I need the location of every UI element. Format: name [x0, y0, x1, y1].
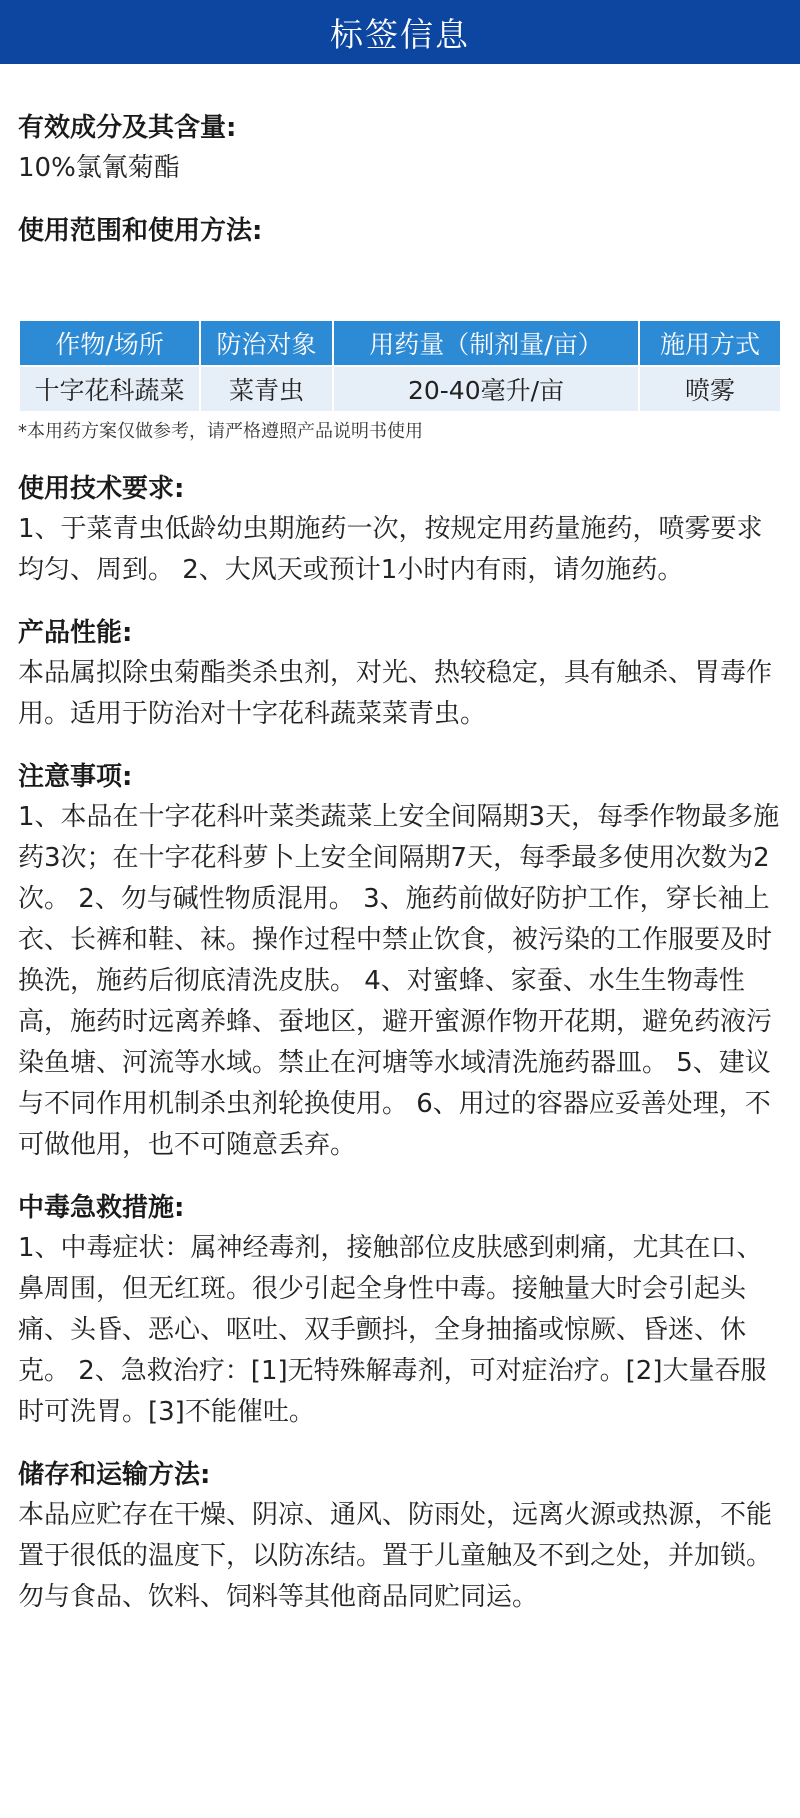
usage-table-header-row	[20, 321, 780, 365]
first-aid-section	[18, 1188, 780, 1433]
first-aid-title: 中毒急救措施:	[18, 1193, 185, 1223]
table-note: *本用药方案仅做参考，请严格遵照产品说明书使用	[18, 421, 423, 442]
ingredient-title: 有效成分及其含量:	[18, 113, 237, 143]
header-target: 防治对象	[201, 321, 332, 365]
header-method: 施用方式	[640, 321, 780, 365]
scope-title: 使用范围和使用方法:	[18, 216, 263, 246]
scope-section	[18, 211, 780, 251]
ingredient-section	[18, 108, 780, 189]
cell-method: 喷雾	[640, 367, 780, 411]
page-title: 标签信息	[330, 14, 470, 54]
table-row	[20, 367, 780, 411]
page-header	[0, 0, 800, 64]
storage-text: 本品应贮存在干燥、阴凉、通风、防雨处，远离火源或热源，不能置于很低的温度下，以防冻结。置于儿童触及不到之处，并加锁。勿与食品、饮料、饲料等其他商品同贮同运。	[18, 1500, 773, 1612]
label-content	[0, 108, 800, 1618]
tech-title: 使用技术要求:	[18, 474, 185, 504]
usage-table	[18, 319, 782, 413]
tech-text: 1、于菜青虫低龄幼虫期施药一次，按规定用药量施药，喷雾要求均匀、周到。 2、大风天或预计1小时内有雨，请勿施药。	[18, 514, 763, 585]
cell-dosage: 20-40毫升/亩	[334, 367, 638, 411]
tech-section	[18, 469, 780, 591]
precautions-text: 1、本品在十字花科叶菜类蔬菜上安全间隔期3天，每季作物最多施药3次；在十字花科萝卜上安全间隔期7天，每季最多使用次数为2次。 2、勿与碱性物质混用。 3、施药前做好防护工作，穿长袖上衣、长裤和鞋、袜。操作过程中禁止饮食，被污染的工作服要及时换洗，施药后彻底清洗皮肤。 4、对蜜蜂、家蚕、水生生物毒性高，施药时远离养蜂、蚕地区，避开蜜源作物开花期，避免药液污染鱼塘、河流等水域。禁止在河塘等水域清洗施药器皿。 5、建议与不同作用机制杀虫剂轮换使用。 6、用过的容器应妥善处理，不可做他用，也不可随意丢弃。	[18, 802, 780, 1160]
first-aid-text: 1、中毒症状：属神经毒剂，接触部位皮肤感到刺痛，尤其在口、鼻周围，但无红斑。很少引起全身性中毒。接触量大时会引起头痛、头昏、恶心、呕吐、双手颤抖，全身抽搐或惊厥、昏迷、休克。 2、急救治疗：[1]无特殊解毒剂，可对症治疗。[2]大量吞服时可洗胃。[3]不能催吐。	[18, 1233, 767, 1427]
cell-crop: 十字花科蔬菜	[20, 367, 199, 411]
performance-text: 本品属拟除虫菊酯类杀虫剂，对光、热较稳定，具有触杀、胃毒作用。适用于防治对十字花科蔬菜菜青虫。	[18, 658, 773, 729]
usage-table-wrap	[18, 319, 780, 447]
header-dosage: 用药量（制剂量/亩）	[334, 321, 638, 365]
header-crop: 作物/场所	[20, 321, 199, 365]
storage-title: 储存和运输方法:	[18, 1460, 211, 1490]
storage-section	[18, 1455, 780, 1618]
precautions-section	[18, 757, 780, 1166]
performance-section	[18, 613, 780, 735]
cell-target: 菜青虫	[201, 367, 332, 411]
ingredient-value: 10%氯氰菊酯	[18, 153, 180, 183]
performance-title: 产品性能:	[18, 618, 133, 648]
precautions-title: 注意事项:	[18, 762, 133, 792]
